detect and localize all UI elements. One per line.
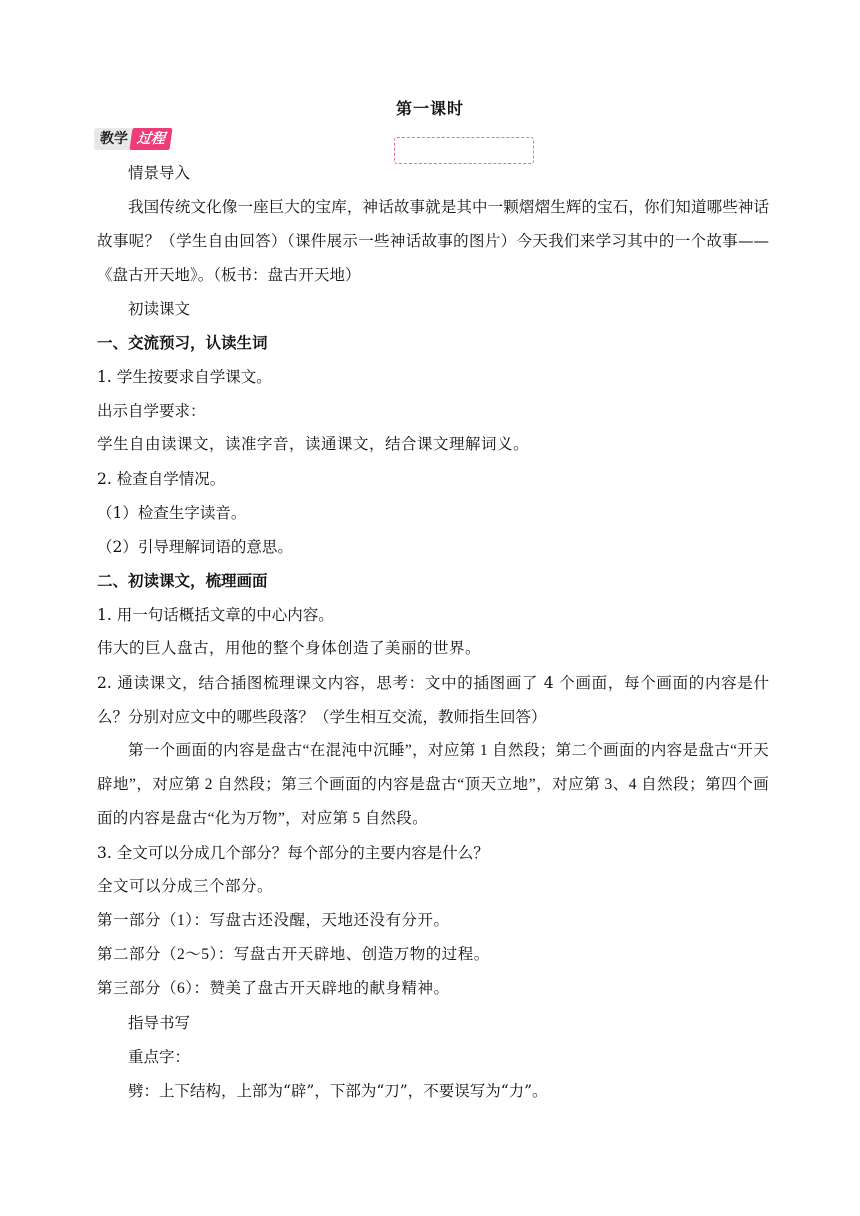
section-heading-scene-intro: 情景导入 — [128, 164, 191, 182]
part-one: 第一部分（1）：写盘古还没醒，天地还没有分开。 — [97, 912, 450, 929]
substep-check-pronunciation: （1）检查生字读音。 — [97, 504, 247, 522]
substep-explain-words: （2）引导理解词语的意思。 — [97, 538, 293, 556]
illustrations-answer: 第一个画面的内容是盘古“在混沌中沉睡”，对应第 1 自然段；第二个画面的内容是盘古“开天辟地”，对应第 2 自然段；第三个画面的内容是盘古“顶天立地”，对应第 3、4 自然段；第四个画面的内容是盘古“化为万物”，对应第 5 自然段。 — [97, 742, 769, 827]
section-badge — [94, 128, 171, 150]
step-self-study: 1. 学生按要求自学课文。 — [97, 368, 272, 386]
document-body — [97, 156, 769, 1108]
self-study-requirements: 学生自由读课文，读准字音，读通课文，结合课文理解词义。 — [97, 436, 530, 453]
summary-answer: 伟大的巨人盘古，用他的整个身体创造了美丽的世界。 — [97, 640, 482, 657]
step-divide-parts: 3. 全文可以分成几个部分？每个部分的主要内容是什么？ — [97, 844, 489, 862]
show-requirements-label: 出示自学要求： — [97, 402, 206, 420]
part-two: 第二部分（2～5）：写盘古开天辟地、创造万物的过程。 — [97, 946, 490, 963]
character-pi-guide: 劈：上下结构，上部为“辟”，下部为“刀”，不要误写为“力”。 — [128, 1082, 548, 1100]
page-title: 第一课时 — [395, 99, 464, 118]
step-summarize: 1. 用一句话概括文章的中心内容。 — [97, 606, 334, 624]
key-characters-label: 重点字： — [128, 1048, 191, 1066]
subheading-preview-words: 一、交流预习，认读生词 — [97, 334, 268, 352]
part-three: 第三部分（6）：赞美了盘古开天辟地的献身精神。 — [97, 980, 450, 997]
section-heading-writing: 指导书写 — [128, 1014, 191, 1032]
section-heading-first-reading: 初读课文 — [128, 300, 191, 318]
intro-paragraph: 我国传统文化像一座巨大的宝库，神话故事就是其中一颗熠熠生辉的宝石，你们知道哪些神话故事呢？（学生自由回答）（课件展示一些神话故事的图片）今天我们来学习其中的一个故事——《盘古开天地》。（板书：盘古开天地） — [97, 198, 769, 284]
step-check-study: 2. 检查自学情况。 — [97, 470, 226, 488]
badge-label-teaching: 教学 — [94, 128, 132, 150]
divide-answer: 全文可以分成三个部分。 — [97, 878, 274, 895]
badge-label-process: 过程 — [129, 128, 172, 150]
subheading-sort-pictures: 二、初读课文，梳理画面 — [97, 572, 268, 590]
step-read-illustrations: 2. 通读课文，结合插图梳理课文内容，思考：文中的插图画了 4 个画面，每个画面的内容是什么？分别对应文中的哪些段落？（学生相互交流，教师指生回答） — [97, 674, 769, 726]
